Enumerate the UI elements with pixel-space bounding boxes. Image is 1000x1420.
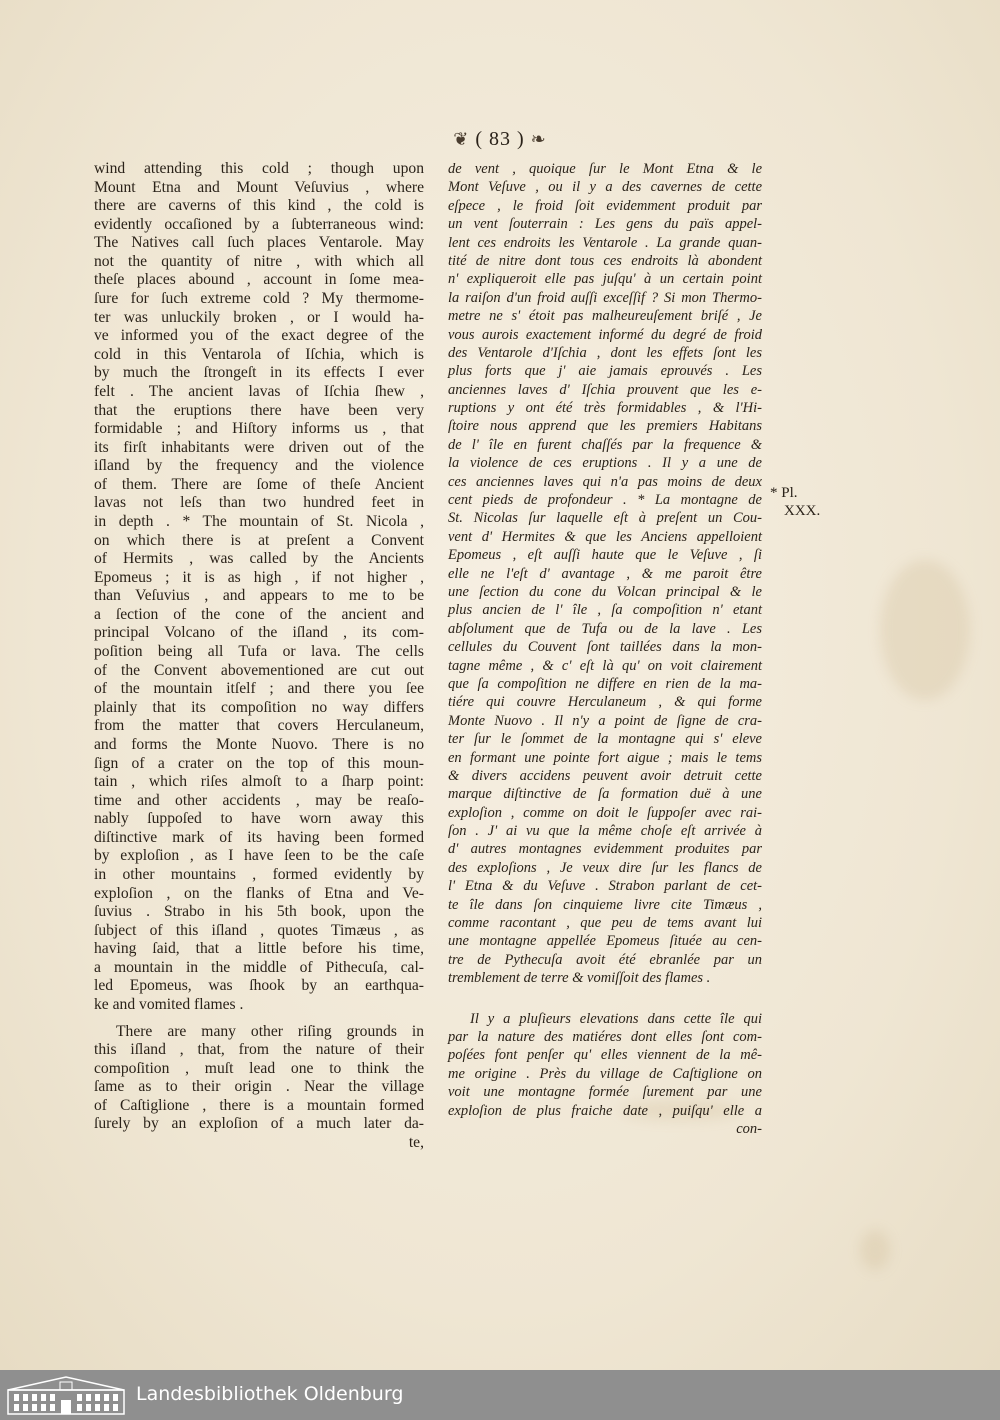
text-line: of the Convent abovementioned are cut out [94,661,424,679]
text-line: abſolument que de Tufa ou de la lave . Les [448,620,762,637]
text-line: vent d' Hermites & que les Anciens appelloient [448,528,762,545]
library-name: Landesbibliothek Oldenburg [136,1383,404,1405]
text-line: ſign of a crater on the top of this moun- [94,754,424,772]
text-line: nably ſuppoſed to have worn away this [94,810,424,828]
french-column [448,160,762,1138]
text-line: lent ces endroits les Ventarole . La grande quan- [448,234,762,251]
text-line: Mount Etna and Mount Veſuvius , where [94,178,424,196]
text-line: ter was unluckily broken , or I would ha- [94,308,424,326]
text-line: a ſection of the cone of the ancient and [94,605,424,623]
text-line: elle ne l'eſt d' avantage , & me paroit être [448,565,762,582]
text-line: la violence de ces eruptions . Il y a une de [448,455,762,472]
text-line: con- [736,1120,762,1137]
text-line: there are caverns of this kind , the cold is [94,197,424,215]
text-line: & divers accidens peuvent avoir detruit cette [448,767,762,784]
text-line: exploſion , comme on doit le ſuppoſer avec rai- [448,804,762,821]
text-line: a mountain in the middle of Pithecuſa, cal- [94,958,424,976]
text-line: par la nature des matiéres dont elles ſont com- [448,1028,762,1045]
text-line: ruptions y ont été très formidables , & l'Hi- [448,400,762,417]
text-line: having ſaid, that a little before his time, [94,940,424,958]
text-line: evidently occaſioned by a ſubterraneous wind: [94,215,424,233]
text-line: comme racontant , que peu de tems avant lui [448,915,762,932]
text-line: in depth . * The mountain of St. Nicola , [94,512,424,530]
text-line: marque diſtinctive de ſa formation duë à une [448,786,762,803]
text-line: poſées font penſer qu' elles viennent de la mê- [448,1047,762,1064]
text-line: exploſion , on the flanks of Etna and Ve- [94,884,424,902]
text-line: cold in this Ventarola of Iſchia, which is [94,345,424,363]
text-line: of them. There are ſome of theſe Ancient [94,475,424,493]
english-column [94,160,424,1153]
text-line: des Ventarole d'Iſchia , dont les effets ſont les [448,344,762,361]
text-line: theſe places abound , account in ſome mea- [94,271,424,289]
paper-stain [880,560,970,700]
text-line: ke and vomited flames . [94,996,244,1014]
text-line: Monte Nuovo . Il n'y a point de ſigne de cra- [448,712,762,729]
text-line: n' expliqueroit elle pas juſqu' à un certain point [448,271,762,288]
text-line: by much the ſtrongeſt in its effects I ever [94,364,424,382]
text-line: not the quantity of nitre , with which all [94,252,424,270]
text-line: tagne même , & c' eſt là qu' on voit clairement [448,657,762,674]
text-line: ſon . J' ai vu que la même choſe eſt arrivée à [448,823,762,840]
text-line: in other mountains , formed evidently by [94,865,424,883]
text-line: than Veſuvius , and appears to me to be [94,587,424,605]
text-line: te, [408,1134,424,1152]
text-line: me origine . Près du village de Caſtiglione on [448,1065,762,1082]
text-line: ter ſur le ſommet de la montagne qui s' eleve [448,731,762,748]
text-line: Il y a pluſieurs elevations dans cette île qui [470,1010,762,1027]
text-line: ſtoire nous apprend que les premiers Habitans [448,418,762,435]
text-line: and forms the Monte Nuovo. There is no [94,735,424,753]
text-line: tremblement de terre & vomiſſoit des flames . [448,970,711,987]
text-line: time and other accidents , may be reaſo- [94,791,424,809]
text-line: eſpece , le froid ſoit evidemment produit par [448,197,762,214]
text-line: une ſection du cone du Volcan principal & le [448,583,762,600]
text-line: l' Etna & du Veſuve . Strabon parlant de cet- [448,878,762,895]
text-line: wind attending this cold ; though upon [94,160,424,177]
library-footer [0,1370,1000,1420]
text-line: felt . The ancient lavas of Iſchia ſhew , [94,382,424,400]
text-line: te île dans ſon cinquieme livre cite Timæus , [448,896,762,913]
page-number [0,128,1000,151]
text-line: exploſion de plus fraiche date , puiſqu' elle a [448,1102,762,1119]
text-line: of the mountain itſelf ; and there you ſee [94,680,424,698]
text-line: cellules du Couvent ſont taillées dans la mon- [448,639,762,656]
library-building-icon [6,1374,126,1416]
text-line: que ſa compoſition ne differe en rien de la ma- [448,675,762,692]
text-line: un vent ſouterrain : Les gens du païs appel- [448,216,762,233]
left-ornament-icon: ❦ [453,129,470,149]
margin-note [770,484,820,520]
paragraph-gap [94,1015,424,1023]
paragraph-gap [448,988,762,1010]
text-line: des exploſions , Je veux dire ſur les flancs de [448,859,762,876]
text-line: ſubject of this iſland , quotes Timæus , as [94,921,424,939]
text-line: by exploſion , as I have ſeen to be the caſe [94,847,424,865]
text-line: St. Nicolas ſur laquelle eſt à preſent un Cou- [448,510,762,527]
text-line: Epomeus , eſt auſſi haute que le Veſuve , ſi [448,547,762,564]
text-line: anciennes laves d' Iſchia prouvent que les e- [448,381,762,398]
text-line: plus forts que j' aie jamais eprouvés . Les [448,363,762,380]
text-line: its firſt inhabitants were driven out of the [94,438,424,456]
text-line: ces anciennes laves qui n'a pas moins de deux [448,473,762,490]
text-line: on which there is at preſent a Convent [94,531,424,549]
margin-note-line: XXX. [784,503,821,519]
text-line: this iſland , that, from the nature of their [94,1041,424,1059]
text-line: tre de Pythecuſa avoit été ebranlée par un [448,951,762,968]
text-line: formidable ; and Hiſtory informs us , that [94,420,424,438]
text-line: metre ne s' étoit pas malheureuſement briſé , Je [448,308,762,325]
text-line: voit une montagne formée ſurement par une [448,1084,762,1101]
text-line: There are many other riſing grounds in [116,1022,424,1040]
text-line: diſtinctive mark of its having been formed [94,828,424,846]
text-line: ſure for ſuch extreme cold ? My thermome- [94,290,424,308]
text-line: principal Volcano of the iſland , its com- [94,624,424,642]
text-line: tité de nitre dont tous ces endroits là abondent [448,252,762,269]
text-line: tiére qui couvre Herculaneum , & qui forme [448,694,762,711]
page-number-text: ( 83 ) [475,128,525,150]
text-line: that the eruptions there have been very [94,401,424,419]
text-line: cent pieds de profondeur . * La montagne de [448,492,762,509]
text-line: poſition being all Tufa or lava. The cells [94,643,424,661]
text-line: led Epomeus, was ſhook by an earthqua- [94,977,424,995]
text-line: ſuvius . Strabo in his 5th book, upon the [94,903,424,921]
text-line: compoſition , muſt lead one to think the [94,1059,424,1077]
text-line: ſurely by an exploſion of a much later da- [94,1115,424,1133]
text-line: of Hermits , was called by the Ancients [94,550,424,568]
text-line: from the matter that covers Herculaneum, [94,717,424,735]
text-line: vous aurois exactement informé du degré de froid [448,326,762,343]
text-line: la raiſon d'un froid auſſi exceſſif ? Si mon Thermo- [448,289,762,306]
text-line: une montagne appellée Epomeus ſituée au cen- [448,933,762,950]
text-line: The Natives call ſuch places Ventarole. May [94,234,424,252]
text-line: ve informed you of the exact degree of the [94,327,424,345]
text-line: ſame as to their origin . Near the village [94,1078,424,1096]
text-line: plainly that its compoſition no way differs [94,698,424,716]
text-line: Mont Veſuve , ou il y a des cavernes de cette [448,179,762,196]
text-line: d' autres montagnes evidemment produites par [448,841,762,858]
text-line: de l' île en furent chaſſés par la frequence & [448,436,762,453]
text-line: Epomeus ; it is as high , if not higher , [94,568,424,586]
text-line: en formant une pointe fort aigue ; mais le tems [448,749,762,766]
text-line: de vent , quoique ſur le Mont Etna & le [448,161,762,177]
text-line: lavas not leſs than two hundred feet in [94,494,424,512]
text-line: tain , which riſes almoſt to a ſharp point: [94,773,424,791]
text-line: iſland by the frequency and the violence [94,457,424,475]
text-line: plus ancien de l' île , ſa compoſition n' etant [448,602,762,619]
right-ornament-icon: ❧ [530,129,547,149]
paper-stain [860,1230,890,1270]
margin-note-line: * Pl. [770,485,798,501]
text-line: of Caſtiglione , there is a mountain formed [94,1096,424,1114]
